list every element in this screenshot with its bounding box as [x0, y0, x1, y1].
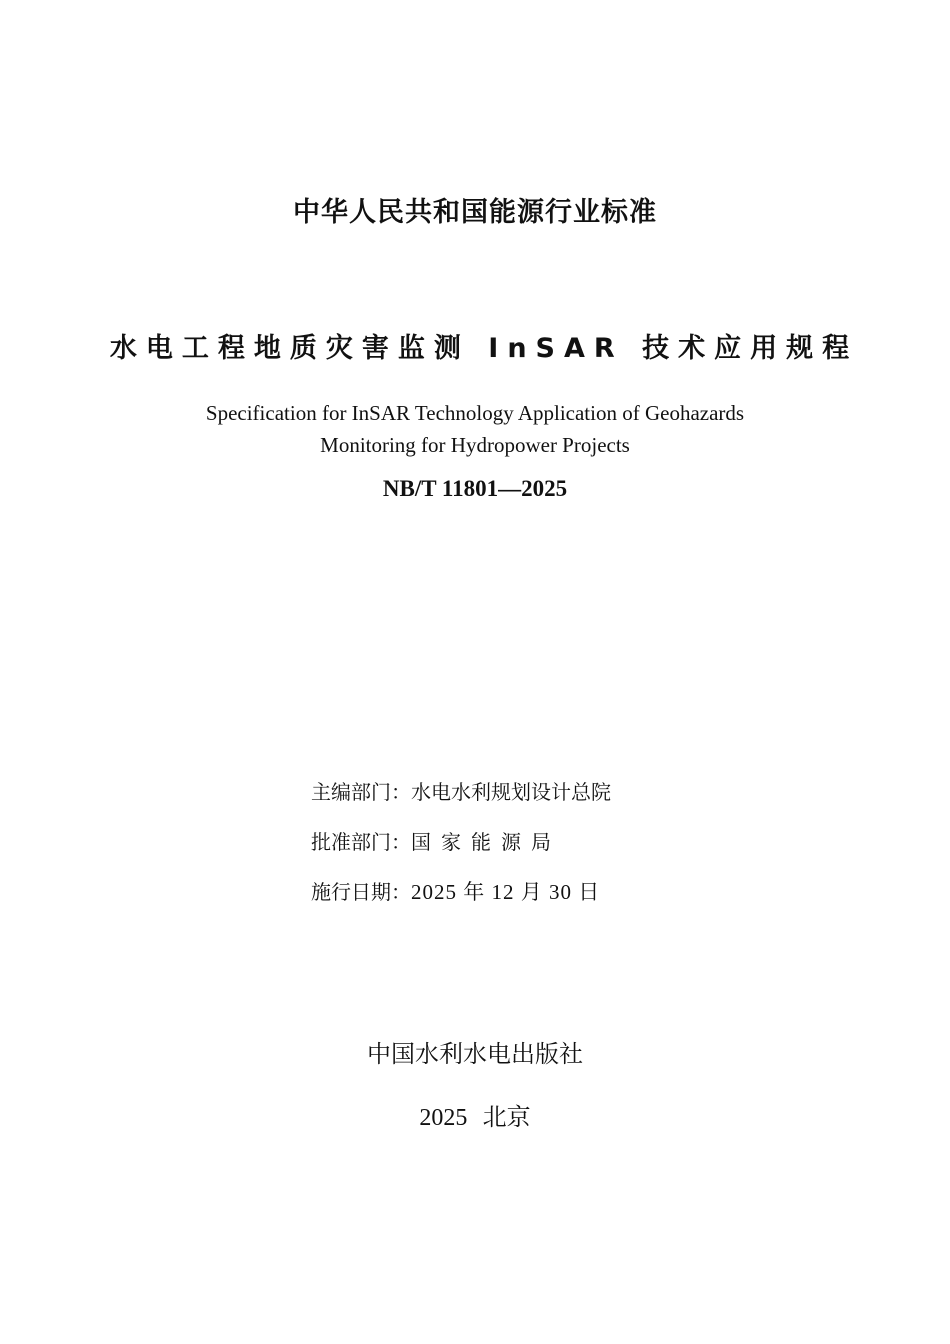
- title-chinese: 水电工程地质灾害监测 InSAR 技术应用规程: [109, 333, 859, 364]
- title-english-line-1: Specification for InSAR Technology Application of Geohazards: [205, 401, 745, 425]
- editor-department-value: 水电水利规划设计总院: [411, 780, 611, 804]
- editor-department-label: 主编部门：: [311, 780, 411, 804]
- publisher-name: 中国水利水电出版社: [367, 1040, 583, 1068]
- publication-city: 北京: [482, 1103, 531, 1131]
- editor-department-row: [311, 776, 611, 805]
- standard-category: 中华人民共和国能源行业标准: [293, 197, 657, 228]
- standard-number: NB/T 11801—2025: [382, 476, 568, 501]
- publication-year-place: [0, 1097, 950, 1132]
- approver-department-label: 批准部门：: [311, 830, 411, 854]
- effective-date-value: 2025 年 12 月 30 日: [411, 880, 601, 904]
- title-english-line-2: Monitoring for Hydropower Projects: [320, 433, 630, 457]
- publication-year: 2025: [419, 1105, 468, 1131]
- effective-date-row: [311, 876, 600, 906]
- approver-department-row: [311, 826, 561, 855]
- approver-department-value: 国家能源局: [411, 830, 561, 854]
- effective-date-label: 施行日期：: [311, 880, 411, 904]
